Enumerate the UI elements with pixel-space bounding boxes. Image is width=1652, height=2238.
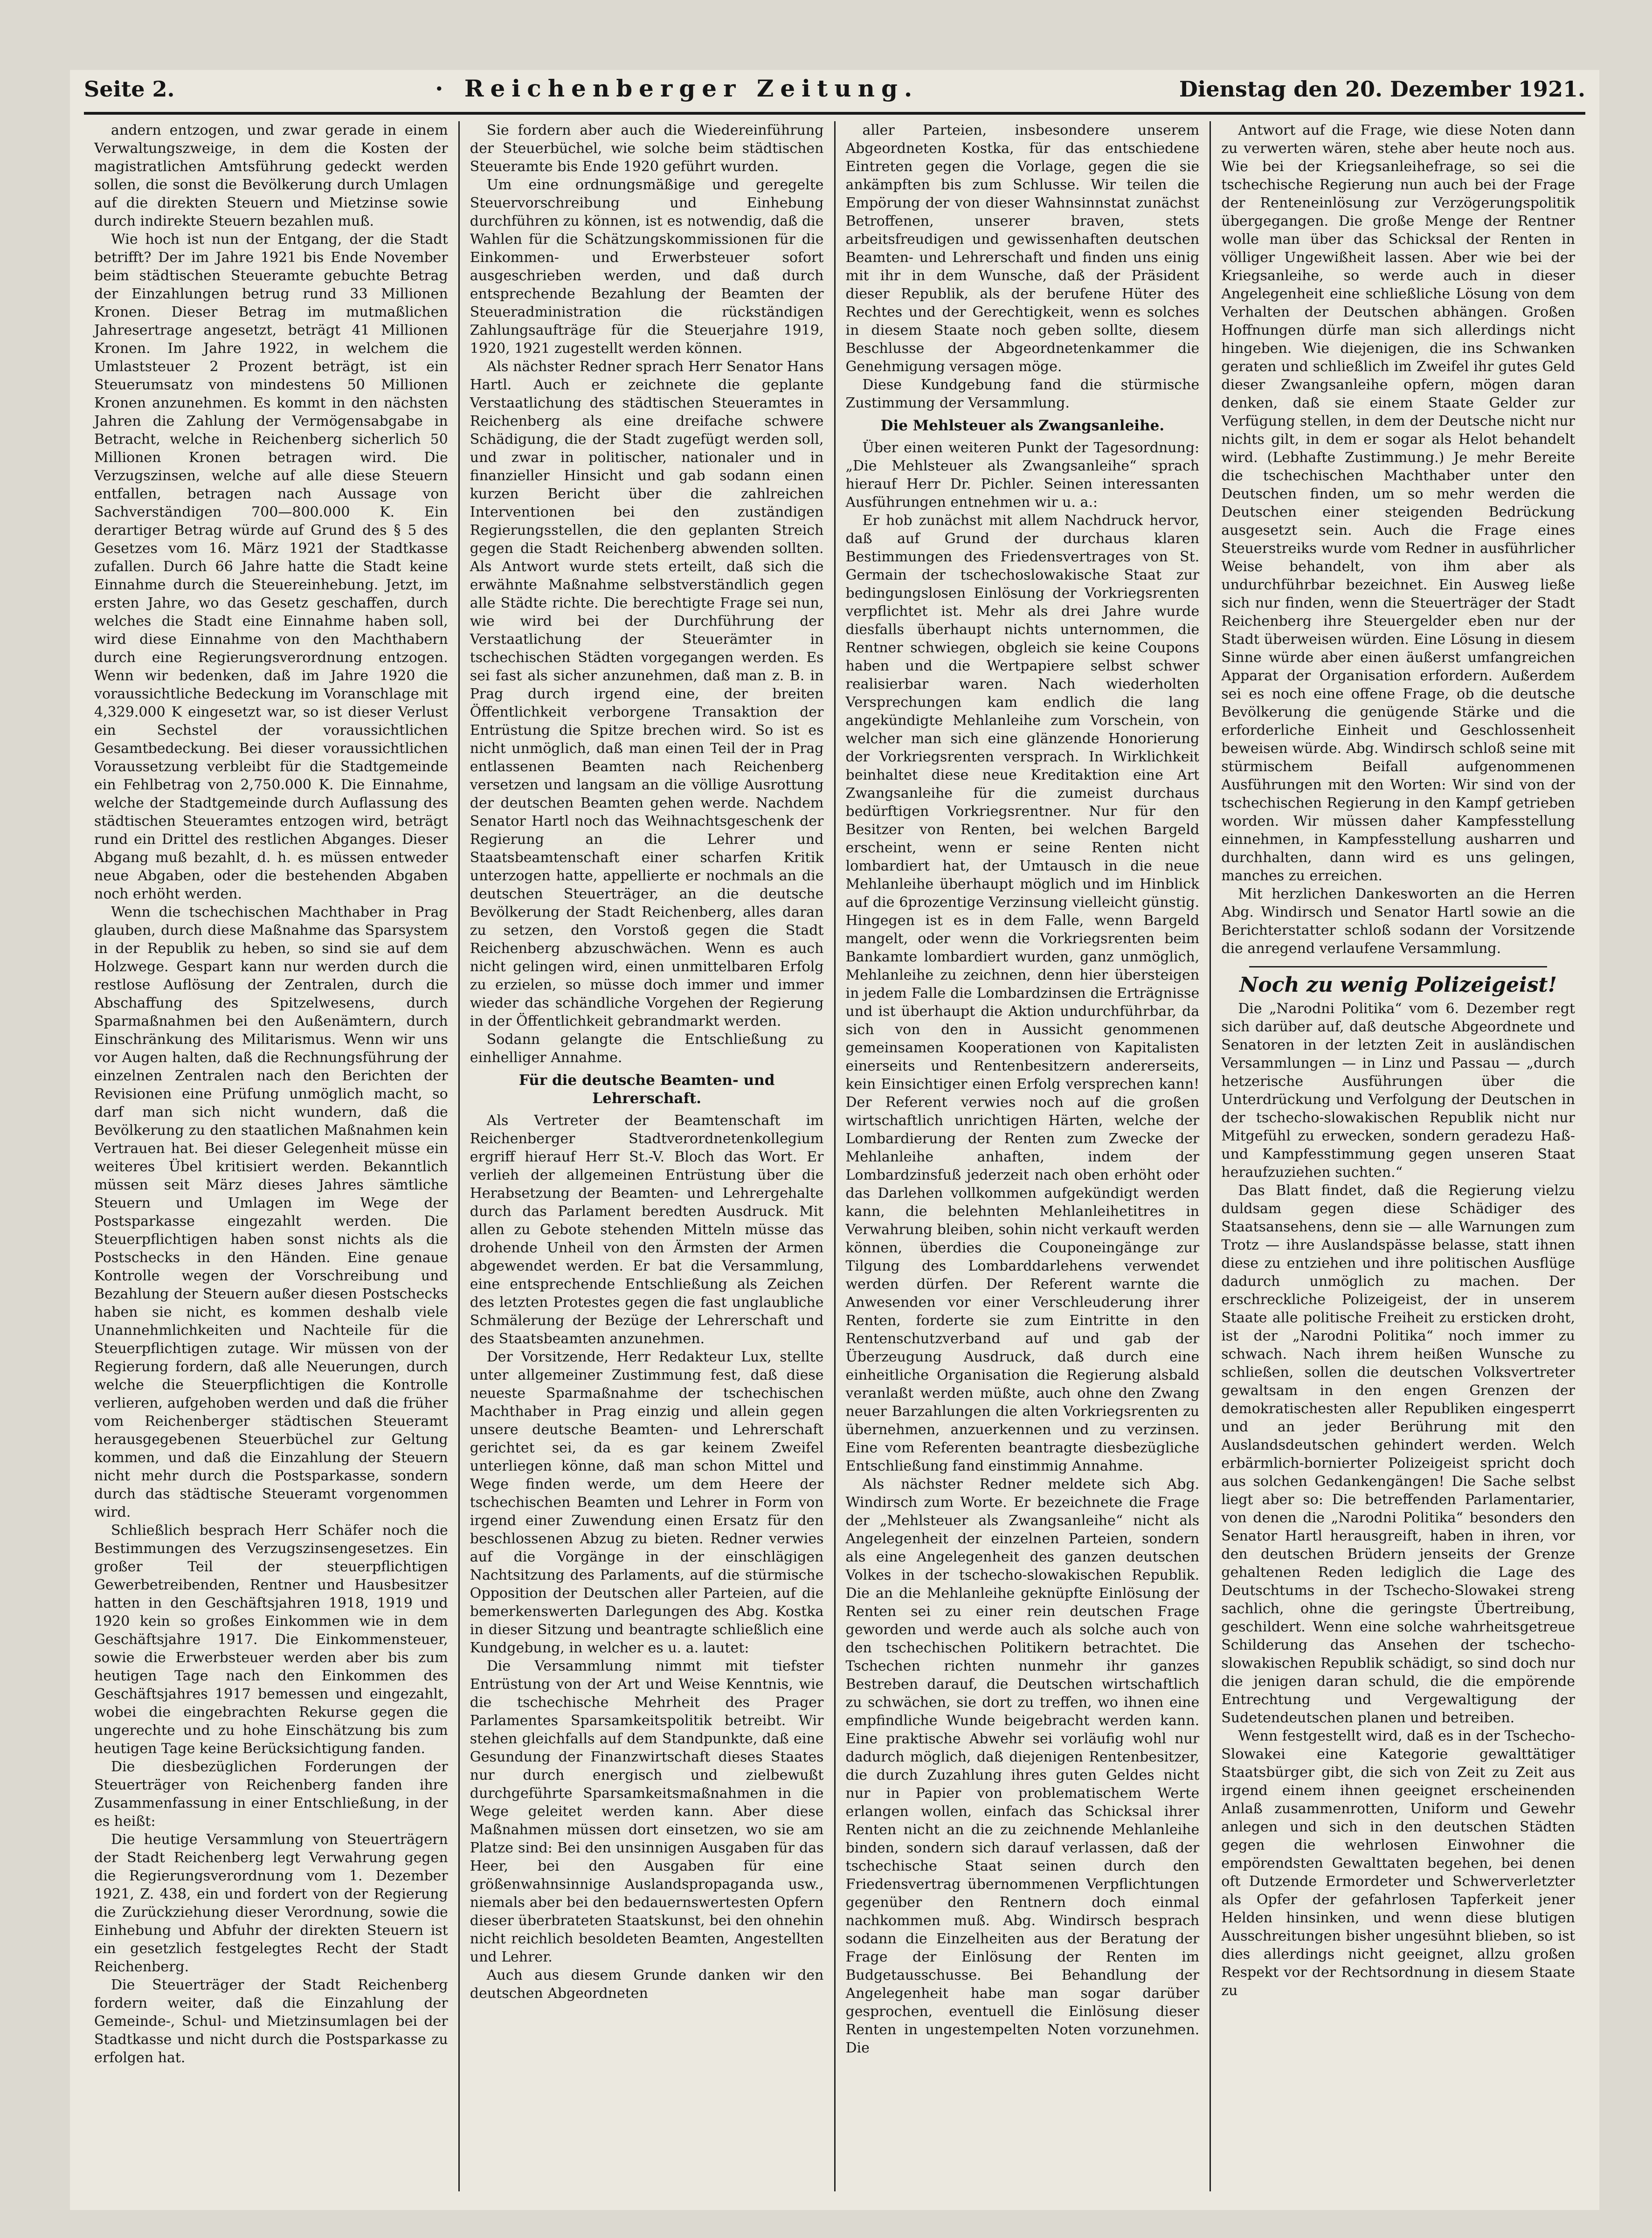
- header-rule: [84, 112, 1585, 115]
- column-1: [84, 121, 458, 2191]
- date-line: Dienstag den 20. Dezember 1921.: [1179, 76, 1585, 102]
- newspaper-title: · Reichenberger Zeitung.: [435, 75, 919, 102]
- paragraph: Diese Kundgebung fand die stürmische Zustimmung der Versammlung.: [845, 377, 1200, 411]
- paragraph: Als nächster Redner sprach Herr Senator Hans Hartl. Auch er zeichnete die geplante Verstaatlichung des städtischen Steueramtes in Reichenberg als eine dreifache schwere Schädigung, die der Stadt zugefügt werden soll, und zwar in politischer, nationaler und in finanzieller Hinsicht und gab sodann einen kurzen Bericht über die zahlreichen Interventionen bei den zuständigen Regierungsstellen, die den geplanten Streich gegen die Stadt Reichenberg abwenden sollten. Als Antwort wurde stets erteilt, daß sich die erwähnte Maßnahme selbstverständlich gegen alle Städte richte. Die berechtigte Frage sei nun, wie wird bei der Durchführung der Verstaatlichung der Steuerämter in tschechischen Städten vorgegangen werden. Es sei fast als sicher anzunehmen, daß man z. B. in Prag durch irgend eine, der breiten Öffentlichkeit verborgene Transaktion der Entrüstung die Spitze brechen wird. So ist es nicht unmöglich, daß man einen Teil der in Prag entlassenen Beamten nach Reichenberg versetzen und langsam an die völlige Ausrottung der deutschen Beamten gehen werde. Nachdem Senator Hartl noch das Weihnachtsgeschenk der Regierung an die Lehrer und Staatsbeamtenschaft einer scharfen Kritik unterzogen hatte, appellierte er nochmals an die deutschen Steuerträger, an die deutsche Bevölkerung der Stadt Reichenberg, alles daran zu setzen, den Vorstoß gegen die Stadt Reichenberg abzuschwächen. Wenn es auch nicht gelingen wird, einen unmittelbaren Erfolg zu erzielen, so müsse doch immer und immer wieder das schändliche Vorgehen der Regierung in der Öffentlichkeit gebrandmarkt werden.: [470, 359, 824, 1029]
- paragraph: Er hob zunächst mit allem Nachdruck hervor, daß auf Grund der durchaus klaren Bestimmungen des Friedensvertrages von St. Germain der tschechoslowakische Staat zur bedingungslosen Einlösung der Vorkriegsrenten verpflichtet ist. Mehr als drei Jahre wurde diesfalls überhaupt nichts unternommen, die Rentner schwiegen, obgleich sie keine Coupons haben und die Wertpapiere selbst schwer realisierbar waren. Nach wiederholten Versprechungen kam endlich die lang angekündigte Mehlanleihe zum Vorschein, von welcher man sich eine glänzende Honorierung der Vorkriegsrenten versprach. In Wirklichkeit beinhaltet diese neue Kreditaktion eine Art Zwangsanleihe für die zumeist durchaus bedürftigen Vorkriegsrentner. Nur für den Besitzer von Renten, bei welchen Bargeld erscheint, wenn er seine Renten nicht lombardiert hat, der Umtausch in die neue Mehlanleihe überhaupt möglich und im Hinblick auf die 6prozentige Verzinsung vielleicht günstig. Hingegen ist es in dem Falle, wenn Bargeld mangelt, oder wenn die Vorkriegsrenten beim Bankamte lombardiert wurden, ganz unmöglich, Mehlanleihe zu zeichnen, denn hier übersteigen in jedem Falle die Lombardzinsen die Erträgnisse und ist überhaupt die Aktion undurchführbar, da sich von den in Aussicht genommenen gemeinsamen Kooperationen von Kapitalisten einerseits und Rentenbesitzern andererseits, kein Einsichtiger einen Erfolg versprechen kann! Der Referent verwies noch auf die großen wirtschaftlich unrichtigen Härten, welche der Lombardierung der Renten zum Zwecke der Mehlanleihe anhaften, indem der Lombardzinsfuß jederzeit nach oben erhöht oder das Darlehen vollkommen aufgekündigt werden kann, die belehnten Mehlanleihetitres in Verwahrung bleiben, sohin nicht verkauft werden können, überdies die Couponeingänge zur Tilgung des Lombarddarlehens verwendet werden dürfen. Der Referent warnte die Anwesenden vor einer Verschleuderung ihrer Renten, forderte sie zum Eintritte in den Rentenschutzverband auf und gab der Überzeugung Ausdruck, daß durch eine einheitliche Organisation die Regierung alsbald veranlaßt werden müßte, auch ohne den Zwang neuer Barzahlungen die alten Vorkriegsrenten zu übernehmen, anzuerkennen und zu verzinsen. Eine vom Referenten beantragte diesbezügliche Entschließung fand einstimmig Annahme.: [845, 512, 1200, 1474]
- section-heading: Die Mehlsteuer als Zwangsanleihe.: [880, 417, 1165, 434]
- page-header: [84, 75, 1585, 104]
- column-2: [458, 121, 834, 2191]
- paragraph: Wenn festgestellt wird, daß es in der Tschecho-Slowakei eine Kategorie gewalttätiger Staatsbürger gibt, die sich von Zeit zu Zeit aus irgend einem ihnen geeignet erscheinenden Anlaß zusammenrotten, Uniform und Gewehr anlegen und sich in den deutschen Städten gegen die wehrlosen Einwohner die empörendsten Gewalttaten begehen, bei denen oft Dutzende Ermordeter und Schwerverletzter als Opfer der gefahrlosen Tapferkeit jener Helden hinsinken, und wenn diese blutigen Ausschreitungen bisher ungesühnt blieben, so ist dies allerdings nicht geeignet, allzu großen Respekt vor der Rechtsordnung in diesem Staate zu: [1221, 1728, 1575, 1999]
- column-4: [1210, 121, 1585, 2191]
- paragraph: Um eine ordnungsmäßige und geregelte Steuervorschreibung und Einhebung durchführen zu können, ist es notwendig, daß die Wahlen für die Schätzungskommissionen für die Einkommen- und Erwerbsteuer sofort ausgeschrieben werden, und daß durch entsprechende Bezahlung der Beamten der Steueradministration die rückständigen Zahlungsaufträge für die Steuerjahre 1919, 1920, 1921 zugestellt werden können.: [470, 177, 824, 357]
- paragraph: Über einen weiteren Punkt der Tagesordnung: „Die Mehlsteuer als Zwangsanleihe“ sprach hierauf Herr Dr. Pichler. Seinen interessanten Ausführungen entnehmen wir u. a.:: [845, 440, 1200, 511]
- section-heading: Für die deutsche Beamten- und Lehrerschaft.: [518, 1072, 775, 1107]
- paragraph: Die diesbezüglichen Forderungen der Steuerträger von Reichenberg fanden ihre Zusammenfassung in einer Entschließung, in der es heißt:: [94, 1759, 448, 1830]
- article-headline: Noch zu wenig Polizeigeist!: [1239, 973, 1557, 997]
- paragraph: Sie fordern aber auch die Wiedereinführung der Steuerbüchel, wie solche beim städtischen Steueramte bis Ende 1920 geführt wurden.: [470, 122, 824, 175]
- paragraph: Die Steuerträger der Stadt Reichenberg fordern weiter, daß die Einzahlung der Gemeinde-, Schul- und Mietzinsumlagen bei der Stadtkasse und nicht durch die Postsparkasse zu erfolgen hat.: [94, 1977, 448, 2066]
- paragraph: Sodann gelangte die Entschließung zu einhelliger Annahme.: [470, 1031, 824, 1066]
- paragraph: Die heutige Versammlung von Steuerträgern der Stadt Reichenberg legt Verwahrung gegen die Regierungsverordnung vom 1. Dezember 1921, Z. 438, ein und fordert von der Regierung die Zurückziehung dieser Verordnung, sowie die Einhebung und Abfuhr der direkten Steuern ist ein gesetzlich festgelegtes Recht der Stadt Reichenberg.: [94, 1831, 448, 1975]
- paragraph: Wie hoch ist nun der Entgang, der die Stadt betrifft? Der im Jahre 1921 bis Ende November beim städtischen Steueramte gebuchte Betrag der Einzahlungen betrug rund 33 Millionen Kronen. Dieser Betrag im mutmaßlichen Jahresertrage angesetzt, beträgt 41 Millionen Kronen. Im Jahre 1922, in welchem die Umlaststeuer 2 Prozent beträgt, ist ein Steuerumsatz von mindestens 50 Millionen Kronen anzunehmen. Es kommt in den nächsten Jahren die Zahlung der Vermögensabgabe in Betracht, welche in Reichenberg sicherlich 50 Millionen Kronen betragen wird. Die Verzugszinsen, welche auf alle diese Steuern entfallen, betragen nach Aussage von Sachverständigen 700—800.000 K. Ein derartiger Betrag würde auf Grund des § 5 des Gesetzes vom 16. März 1921 der Stadtkasse zufallen. Durch 66 Jahre hatte die Stadt keine Einnahme durch die Steuereinhebung. Jetzt, im ersten Jahre, wo das Gesetz geschaffen, durch welches die Stadt eine Einnahme haben soll, wird diese Einnahme von den Machthabern durch eine Regierungsverordnung entzogen. Wenn wir bedenken, daß im Jahre 1920 die voraussichtliche Bedeckung im Voranschlage mit 4,329.000 K eingesetzt war, so ist dieser Verlust ein Sechstel der voraussichtlichen Gesamtbedeckung. Bei dieser voraussichtlichen Voraussetzung verbleibt für die Stadtgemeinde ein Fehlbetrag von 2,750.000 K. Die Einnahme, welche der Stadtgemeinde durch Auflassung des städtischen Steueramtes entzogen wird, beträgt rund ein Drittel des restlichen Abganges. Dieser Abgang muß bezahlt, d. h. es müssen entweder neue Abgaben, oder die bestehenden Abgaben noch erhöht werden.: [94, 231, 448, 902]
- column-3: [834, 121, 1210, 2191]
- paragraph: andern entzogen, und zwar gerade in einem Verwaltungszweige, in dem die Kosten der magistratlichen Amtsführung gedeckt werden sollen, die sonst die Bevölkerung durch Umlagen auf die direkten Steuern und Mietzinse sowie durch indirekte Steuern bezahlen muß.: [94, 122, 448, 229]
- paragraph: Antwort auf die Frage, wie diese Noten dann zu verwerten wären, stehe aber heute noch aus. Wie bei der Kriegsanleihefrage, so sei die tschechische Regierung nun auch bei der Frage der Renteneinlösung zur Verzögerungspolitik übergegangen. Die große Menge der Rentner wolle man über das Schicksal der Renten in völliger Ungewißheit lassen. Aber wie bei der Kriegsanleihe, so werde auch in dieser Angelegenheit eine schließliche Lösung von dem Verhalten der Deutschen abhängen. Großen Hoffnungen dürfe man sich allerdings nicht hingeben. Wie diejenigen, die ins Schwanken geraten und schließlich im Zweifel ihr gutes Geld dieser Zwangsanleihe opfern, mögen daran denken, daß sie einem Staate Gelder zur Verfügung stellen, in dem der Deutsche nicht nur nichts gilt, in dem er sogar als Helot behandelt wird. (Lebhafte Zustimmung.) Je mehr Bereite die tschechischen Machthaber unter den Deutschen finden, um so mehr werden die Deutschen einer steigenden Bedrückung ausgesetzt sein. Auch die Frage eines Steuerstreiks wurde vom Redner in ausführlicher Weise behandelt, von ihm aber als undurchführbar bezeichnet. Ein Ausweg ließe sich nur finden, wenn die Steuerträger der Stadt Reichenberg ihre Steuergelder eben nur der Stadt überweisen würden. Eine Lösung in diesem Sinne würde aber einen äußerst umfangreichen Apparat der Organisation erfordern. Außerdem sei es noch eine offene Frage, ob die deutsche Bevölkerung die genügende Stärke und die erforderliche Einheit und Geschlossenheit beweisen würde. Abg. Windirsch schloß seine mit stürmischem Beifall aufgenommenen Ausführungen mit den Worten: Wir sind von der tschechischen Regierung in den Kampf getrieben worden. Wir müssen daher Kampfesstellung einnehmen, in Kampfesstellung ausharren und durchhalten, dann wird es uns gelingen, manches zu erreichen.: [1221, 122, 1575, 884]
- paragraph: Die „Narodni Politika“ vom 6. Dezember regt sich darüber auf, daß deutsche Abgeordnete und Senatoren in der letzten Zeit in ausländischen Versammlungen — in Linz und Passau — „durch hetzerische Ausführungen über die Unterdrückung und Verfolgung der Deutschen in der tschecho-slowakischen Republik nicht nur Mitgefühl zu erwecken, sondern geradezu Haß- und Kampfesstimmung gegen unseren Staat heraufzuziehen suchten.“: [1221, 1001, 1575, 1181]
- paragraph: Die Versammlung nimmt mit tiefster Entrüstung von der Art und Weise Kenntnis, wie die tschechische Mehrheit des Prager Parlamentes Sparsamkeitspolitik betreibt. Wir stehen gleichfalls auf dem Standpunkte, daß eine Gesundung der Finanzwirtschaft dieses Staates nur durch energisch und zielbewußt durchgeführte Sparsamkeitsmaßnahmen in die Wege geleitet werden kann. Aber diese Maßnahmen müssen dort einsetzen, wo sie am Platze sind: Bei den unsinnigen Ausgaben für das Heer, bei den Ausgaben für eine größenwahnsinnige Auslandspropaganda usw., niemals aber bei den bedauernswertesten Opfern dieser überbrateten Staatskunst, bei den ohnehin nicht reichlich besoldeten Beamten, Angestellten und Lehrer.: [470, 1658, 824, 1965]
- paragraph: Schließlich besprach Herr Schäfer noch die Bestimmungen des Verzugszinsengesetzes. Ein großer Teil der steuerpflichtigen Gewerbetreibenden, Rentner und Hausbesitzer hatten in den Geschäftsjahren 1918, 1919 und 1920 kein so großes Einkommen wie in dem Geschäftsjahre 1917. Die Einkommensteuer, sowie die Erwerbsteuer werden aber bis zum heutigen Tage nach den Einkommen des Geschäftsjahres 1917 bemessen und eingezahlt, wobei die eingebrachten Rekurse gegen die ungerechte und zu hohe Einschätzung bis zum heutigen Tage keine Berücksichtigung fanden.: [94, 1522, 448, 1757]
- paragraph: Wenn die tschechischen Machthaber in Prag glauben, durch diese Maßnahme das Sparsystem in der Republik zu heben, so sind sie auf dem Holzwege. Gespart kann nur werden durch die restlose Auflösung der Zentralen, durch die Abschaffung des Spitzelwesens, durch Sparmaßnahmen bei den Außenämtern, durch Einschränkung des Militarismus. Wenn wir uns vor Augen halten, daß die Rechnungsführung der einzelnen Zentralen nach den Berichten der Revisionen eine Prüfung unmöglich macht, so darf man sich nicht wundern, daß die Bevölkerung zu den staatlichen Maßnahmen kein Vertrauen hat. Bei dieser Gelegenheit müsse ein weiteres Übel kritisiert werden. Bekanntlich müssen seit März dieses Jahres sämtliche Steuern und Umlagen im Wege der Postsparkasse eingezahlt werden. Die Steuerpflichtigen haben sonst nichts als die Postschecks in den Händen. Eine genaue Kontrolle wegen der Vorschreibung und Bezahlung der Steuern außer diesen Postschecks haben sie nicht, es kommen deshalb viele Unannehmlichkeiten und Nachteile für die Steuerpflichtigen zutage. Wir müssen von der Regierung fordern, daß alle Neuerungen, durch welche die Steuerpflichtigen die Kontrolle verlieren, aufgehoben werden und daß die früher vom Reichenberger städtischen Steueramt herausgegebenen Steuerbüchel zur Geltung kommen, und daß die Einzahlung der Steuern nicht mehr durch die Postsparkasse, sondern durch das städtische Steueramt vorgenommen wird.: [94, 904, 448, 1520]
- article-divider: [1249, 966, 1547, 967]
- paragraph: Als Vertreter der Beamtenschaft im Reichenberger Stadtverordnetenkollegium ergriff hierauf Herr St.-V. Bloch das Wort. Er verlieh der allgemeinen Entrüstung über die Herabsetzung der Beamten- und Lehrergehalte durch das Parlament beredten Ausdruck. Mit allen zu Gebote stehenden Mitteln müsse das drohende Unheil von den Ärmsten der Armen abgewendet werden. Er bat die Versammlung, eine entsprechende Entschließung als Zeichen des letzten Protestes gegen die fast unglaubliche Schmälerung der Bezüge der Lehrerschaft und des Staatsbeamten anzunehmen.: [470, 1112, 824, 1347]
- paragraph: Das Blatt findet, daß die Regierung vielzu duldsam gegen diese Schädiger des Staatsansehens, denn sie — alle Warnungen zum Trotz — ihre Auslandspässe belasse, statt ihnen diese zu entziehen und ihre politischen Ausflüge dadurch unmöglich zu machen. Der erschreckliche Polizeigeist, der in unserem Staate alle politische Freiheit zu ersticken droht, ist der „Narodni Politika“ noch immer zu schwach. Nach ihrem heißen Wunsche zu schließen, sollen die deutschen Volksvertreter gewaltsam in den engen Grenzen der demokratischesten aller Republiken eingesperrt und an jeder Berührung mit den Auslandsdeutschen gehindert werden. Welch erbärmlich-bornierter Polizeigeist spricht doch aus solchen Gedankengängen! Die Sache selbst liegt aber so: Die betreffenden Parlamentarier, von denen die „Narodni Politika“ besonders den Senator Hartl herausgreift, haben in ihren, vor den deutschen Brüdern jenseits der Grenze gehaltenen Reden lediglich die Lage des Deutschtums in der Tschecho-Slowakei streng sachlich, ohne die geringste Übertreibung, geschildert. Wenn eine solche wahrheitsgetreue Schilderung das Ansehen der tschecho-slowakischen Republik schädigt, so sind doch nur die jenigen daran schuld, die die empörende Entrechtung und Vergewaltigung der Sudetendeutschen planen und betreiben.: [1221, 1182, 1575, 1726]
- newspaper-page: [70, 70, 1599, 2210]
- paragraph: Der Vorsitzende, Herr Redakteur Lux, stellte unter allgemeiner Zustimmung fest, daß diese neueste Sparmaßnahme der tschechischen Machthaber in Prag einzig und allein gegen unsere deutsche Beamten- und Lehrerschaft gerichtet sei, da es gar keinem Zweifel unterliegen könne, daß man schon Mittel und Wege finden werde, um dem Heere der tschechischen Beamten und Lehrer in Form von irgend einer Zuwendung einen Ersatz für den beschlossenen Abzug zu bieten. Redner verwies auf die Vorgänge in der einschlägigen Nachtsitzung des Parlaments, auf die stürmische Opposition der Deutschen aller Parteien, auf die bemerkenswerten Darlegungen des Abg. Kostka in dieser Sitzung und beantragte schließlich eine Kundgebung, in welcher es u. a. lautet:: [470, 1349, 824, 1656]
- paragraph: Mit herzlichen Dankesworten an die Herren Abg. Windirsch und Senator Hartl sowie an die Berichterstatter schloß sodann der Vorsitzende die anregend verlaufene Versammlung.: [1221, 886, 1575, 957]
- paragraph: Als nächster Redner meldete sich Abg. Windirsch zum Worte. Er bezeichnete die Frage der „Mehlsteuer als Zwangsanleihe“ nicht als Angelegenheit der einzelnen Parteien, sondern als eine Angelegenheit des ganzen deutschen Volkes in der tschecho-slowakischen Republik. Die an die Mehlanleihe geknüpfte Einlösung der Renten sei zu einer rein deutschen Frage geworden und werde auch als solche auch von den tschechischen Politikern betrachtet. Die Tschechen richten nunmehr ihr ganzes Bestreben darauf, die Deutschen wirtschaftlich zu schwächen, sie dort zu treffen, wo ihnen eine empfindliche Wunde beigebracht werden kann. Eine praktische Abwehr sei vorläufig wohl nur dadurch möglich, daß diejenigen Rentenbesitzer, die durch Zuzahlung ihres guten Geldes nicht nur in Papier von problematischem Werte erlangen wollen, einfach das Schicksal ihrer Renten nicht an die zu zeichnende Mehlanleihe binden, sondern sich darauf verlassen, daß der tschechische Staat seinen durch den Friedensvertrag übernommenen Verpflichtungen gegenüber den Rentnern doch einmal nachkommen muß. Abg. Windirsch besprach sodann die Einzelheiten aus der Beratung der Frage der Einlösung der Renten im Budgetausschusse. Bei Behandlung der Angelegenheit habe man sogar darüber gesprochen, eventuell die Einlösung dieser Renten in ungestempelten Noten vorzunehmen. Die: [845, 1476, 1200, 2056]
- page-label: Seite 2.: [84, 76, 175, 102]
- columns: [84, 121, 1585, 2191]
- paragraph: Auch aus diesem Grunde danken wir den deutschen Abgeordneten: [470, 1967, 824, 2002]
- paragraph: aller Parteien, insbesondere unserem Abgeordneten Kostka, für das entschiedene Eintreten gegen die Vorlage, gegen die sie ankämpften bis zum Schlusse. Wir teilen die Empörung der von dieser Wahnsinnstat zunächst Betroffenen, unserer braven, stets arbeitsfreudigen und gewissenhaften deutschen Beamten- und Lehrerschaft und finden uns einig mit ihr in dem Wunsche, daß der Präsident dieser Republik, als der berufene Hüter des Rechtes und der Gerechtigkeit, wenn es solches in diesem Staate noch geben sollte, diesem Beschlusse der Abgeordnetenkammer die Genehmigung versagen möge.: [845, 122, 1200, 375]
